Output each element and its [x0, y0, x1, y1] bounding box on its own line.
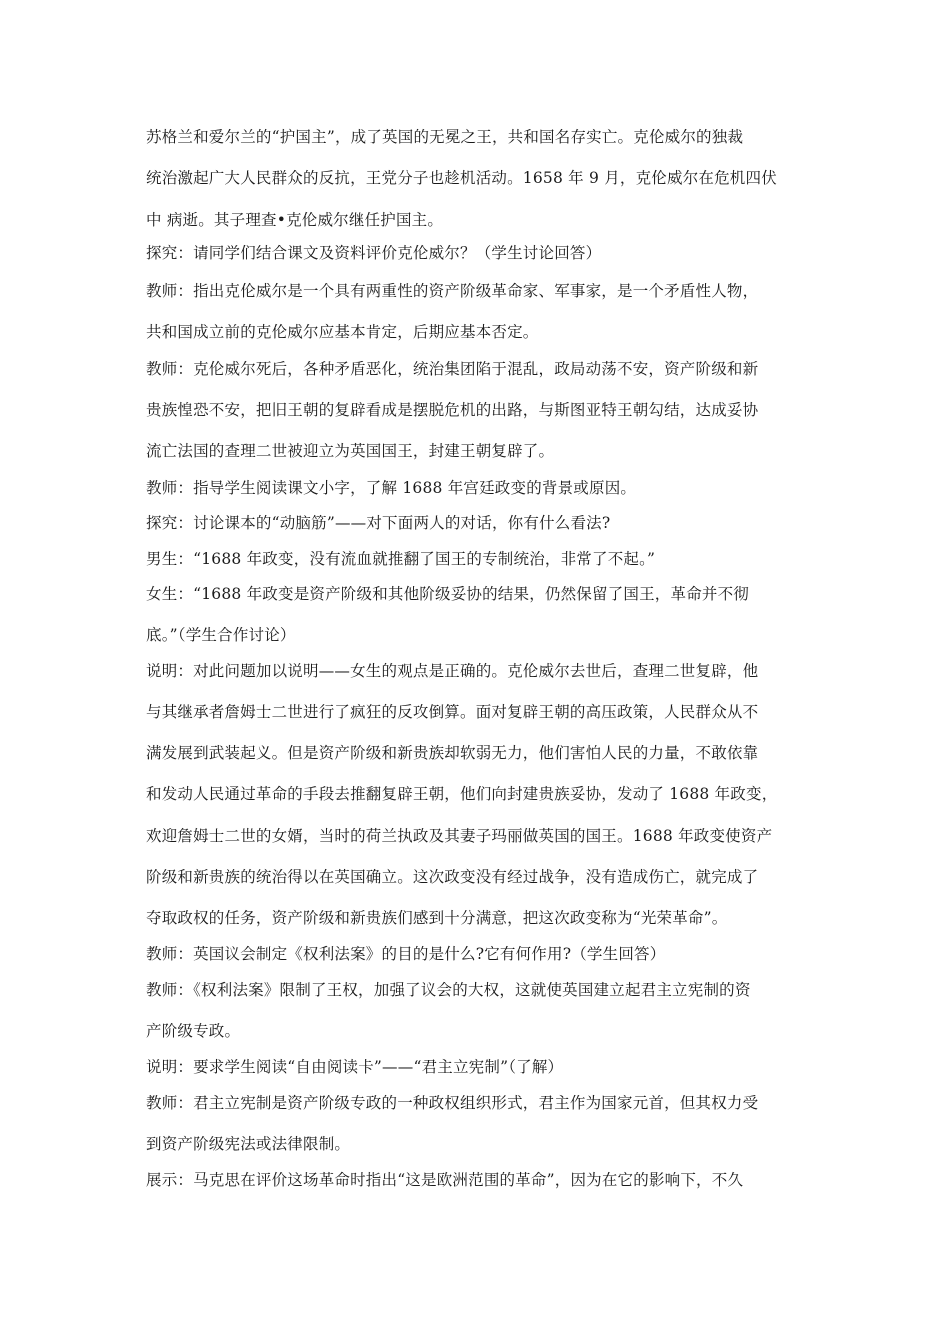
text-line: 说明：对此问题加以说明——女生的观点是正确的。克伦威尔去世后，查理二世复辟，他 [146, 662, 759, 680]
text-line: 女生：“1688 年政变是资产阶级和其他阶级妥协的结果，仍然保留了国王，革命并不彻 [146, 585, 749, 603]
text-line: 探究：讨论课本的“动脑筋”——对下面两人的对话，你有什么看法? [146, 514, 611, 532]
text-line: 教师：克伦威尔死后，各种矛盾恶化，统治集团陷于混乱，政局动荡不安，资产阶级和新 [146, 360, 759, 378]
text-line: 夺取政权的任务，资产阶级和新贵族们感到十分满意，把这次政变称为“光荣革命”。 [146, 909, 728, 927]
text-line: 流亡法国的查理二世被迎立为英国国王，封建王朝复辟了。 [146, 442, 555, 460]
text-line: 统治激起广大人民群众的反抗，王党分子也趁机活动。1658 年 9 月，克伦威尔在危机四伏 [146, 169, 777, 187]
text-line: 教师：英国议会制定《权利法案》的目的是什么?它有何作用?（学生回答） [146, 945, 666, 963]
text-line: 产阶级专政。 [146, 1022, 241, 1040]
text-line: 满发展到武装起义。但是资产阶级和新贵族却软弱无力，他们害怕人民的力量，不敢依靠 [146, 744, 759, 762]
text-line: 中 病逝。其子理查•克伦威尔继任护国主。 [146, 211, 444, 229]
text-line: 阶级和新贵族的统治得以在英国确立。这次政变没有经过战争，没有造成伤亡，就完成了 [146, 868, 759, 886]
text-line: 底。”（学生合作讨论） [146, 626, 296, 644]
text-line: 到资产阶级宪法或法律限制。 [146, 1135, 351, 1153]
text-line: 苏格兰和爱尔兰的“护国主”，成了英国的无冕之王，共和国名存实亡。克伦威尔的独裁 [146, 128, 744, 146]
text-line: 教师：《权利法案》限制了王权，加强了议会的大权，这就使英国建立起君主立宪制的资 [146, 981, 751, 999]
text-line: 教师：君主立宪制是资产阶级专政的一种政权组织形式，君主作为国家元首，但其权力受 [146, 1094, 759, 1112]
text-line: 与其继承者詹姆士二世进行了疯狂的反攻倒算。面对复辟王朝的高压政策，人民群众从不 [146, 703, 759, 721]
text-line: 共和国成立前的克伦威尔应基本肯定，后期应基本否定。 [146, 323, 539, 341]
text-line: 说明：要求学生阅读“自由阅读卡”——“君主立宪制”（了解） [146, 1058, 564, 1076]
text-line: 教师：指导学生阅读课文小字，了解 1688 年宫廷政变的背景或原因。 [146, 479, 637, 497]
text-line: 贵族惶恐不安，把旧王朝的复辟看成是摆脱危机的出路，与斯图亚特王朝勾结，达成妥协 [146, 401, 759, 419]
text-line: 展示：马克思在评价这场革命时指出“这是欧洲范围的革命”，因为在它的影响下，不久 [146, 1171, 744, 1189]
text-line: 男生：“1688 年政变，没有流血就推翻了国王的专制统治，非常了不起。” [146, 550, 656, 568]
text-line: 探究：请同学们结合课文及资料评价克伦威尔？（学生讨论回答） [146, 244, 602, 262]
text-line: 欢迎詹姆士二世的女婿，当时的荷兰执政及其妻子玛丽做英国的国王。1688 年政变使资产 [146, 827, 773, 845]
text-line: 和发动人民通过革命的手段去推翻复辟王朝，他们向封建贵族妥协，发动了 1688 年政变， [146, 785, 778, 803]
text-line: 教师：指出克伦威尔是一个具有两重性的资产阶级革命家、军事家，是一个矛盾性人物， [146, 282, 759, 300]
